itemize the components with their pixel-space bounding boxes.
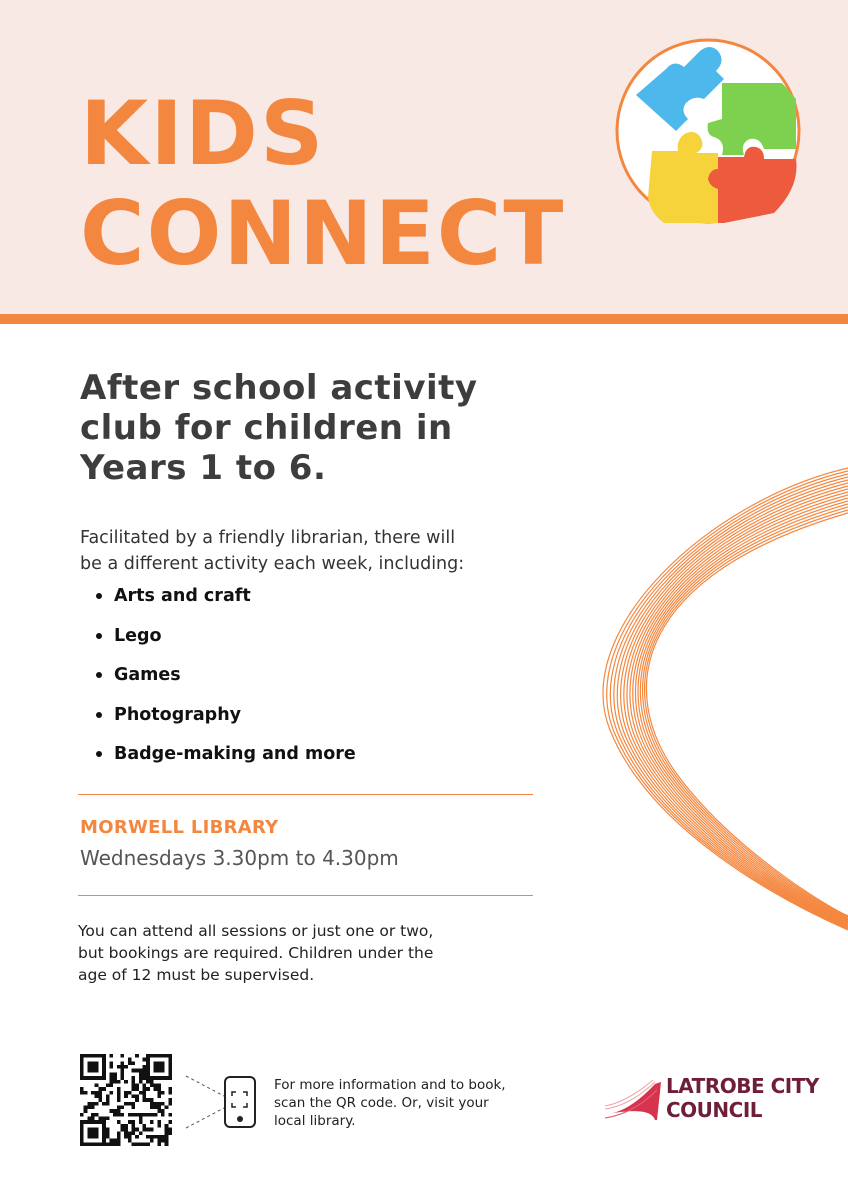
session-time: Wednesdays 3.30pm to 4.30pm [80,846,399,870]
logo-line-1: LATROBE CITY [666,1074,819,1098]
intro-line: be a different activity each week, including: [80,554,465,574]
page-title [80,84,565,284]
info-line: For more information and to book, [274,1077,506,1093]
booking-info [274,1076,534,1130]
list-item: Lego [96,622,356,662]
wave-line [610,474,848,928]
phone-scan-icon [224,1076,256,1128]
notice-line: age of 12 must be supervised. [78,966,315,984]
notice-line: but bookings are required. Children under the [78,944,434,962]
wave-line [624,486,848,924]
title-line-2: CONNECT [80,182,566,285]
subtitle-line: club for children in [80,408,453,448]
decorative-waves [590,460,848,940]
logo-line-2: COUNCIL [666,1098,763,1122]
phone-button [237,1116,243,1122]
subtitle-line: Years 1 to 6. [80,448,327,488]
council-logo [666,1074,819,1122]
header-divider [0,314,848,324]
subtitle [80,368,550,488]
title-line-1: KIDS [80,82,326,185]
activity-list [96,582,356,780]
list-item: Badge-making and more [96,740,356,780]
info-line: scan the QR code. Or, visit your [274,1095,489,1111]
qr-code[interactable] [80,1054,172,1146]
info-line: local library. [274,1113,356,1129]
notice-line: You can attend all sessions or just one or two, [78,922,434,940]
location-heading: MORWELL LIBRARY [80,817,279,838]
council-logo-icon [605,1076,665,1122]
wave-line [638,501,848,919]
scan-frame-icon [231,1091,248,1108]
list-item: Arts and craft [96,582,356,622]
divider [78,895,533,896]
list-item: Games [96,661,356,701]
wave-line [643,507,848,917]
intro-text [80,525,540,577]
wave-line [627,489,848,923]
intro-line: Facilitated by a friendly librarian, there will [80,528,456,548]
list-item: Photography [96,701,356,741]
subtitle-line: After school activity [80,368,478,408]
puzzle-icon [614,37,802,225]
divider [78,794,533,795]
booking-notice [78,920,518,986]
